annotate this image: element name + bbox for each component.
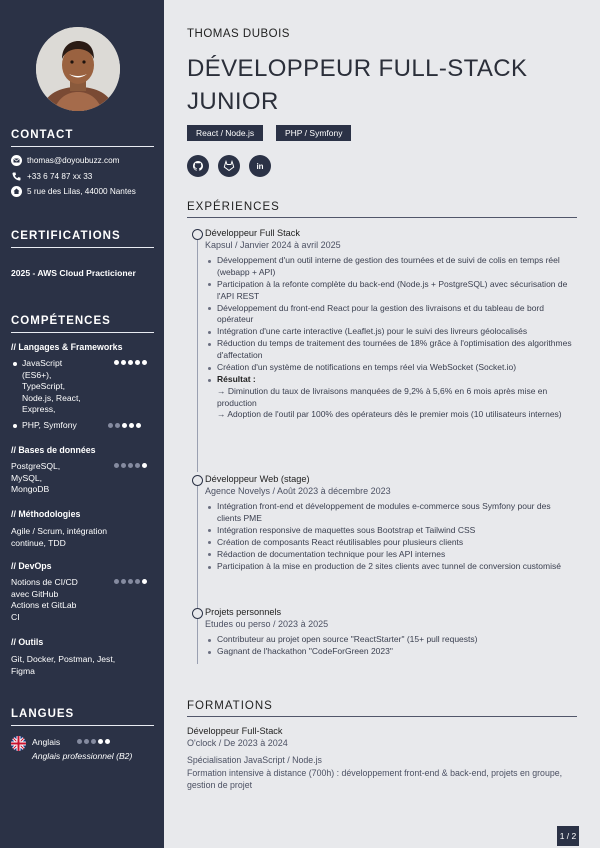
bullet (13, 424, 17, 428)
divider (187, 217, 577, 218)
divider (11, 146, 154, 147)
uk-flag-icon (11, 736, 26, 751)
list-item: Intégration front-end et développement de modules e-commerce sous Symfony pour des clients PME (205, 501, 575, 524)
job-subtitle: Etudes ou perso / 2023 à 2025 (205, 619, 329, 629)
email-icon (11, 155, 22, 166)
skill-line: Notions de CI/CD (11, 577, 78, 587)
skill-tag: React / Node.js (187, 125, 263, 141)
address-text: 5 rue des Lilas, 44000 Nantes (27, 187, 136, 196)
language-level (77, 739, 110, 744)
language-detail: Anglais professionnel (B2) (32, 751, 133, 761)
contact-title: CONTACT (11, 129, 74, 141)
job-subtitle: Agence Novelys / Août 2023 à décembre 2023 (205, 486, 391, 496)
phone-text: +33 6 74 87 xx 33 (27, 172, 93, 181)
skill-level (114, 360, 147, 365)
job-title: Développeur Full Stack (205, 228, 300, 238)
result-line: → Diminution du taux de livraisons manquées de 9,2% à 5,6% en 6 mois après mise en production (217, 386, 548, 408)
degree-school: O'clock / De 2023 à 2024 (187, 738, 288, 748)
contact-phone[interactable] (11, 171, 92, 182)
degree-description: Formation intensive à distance (700h) : développement front-end & back-end, projets en groupe, gestion de projet (187, 768, 563, 790)
skill-group-title: // Langages & Frameworks (11, 342, 123, 352)
skill-level (114, 463, 147, 468)
job-title: Projets personnels (205, 607, 282, 617)
timeline-marker (192, 475, 203, 486)
degree-title: Développeur Full-Stack (187, 726, 283, 736)
skill-group-title: // Outils (11, 637, 44, 647)
list-item: Contributeur au projet open source "ReactStarter" (15+ pull requests) (205, 634, 575, 646)
skill-line: MongoDB (11, 484, 50, 494)
list-item: Développement d'un outil interne de gestion des tournées et de suivi de colis en temps réel (webapp + API) (205, 255, 575, 278)
list-item: Gagnant de l'hackathon "CodeForGreen 2023" (205, 646, 575, 658)
linkedin-icon[interactable]: in (249, 155, 271, 177)
bullet (13, 362, 17, 366)
phone-icon (11, 171, 22, 182)
languages-title: LANGUES (11, 708, 75, 720)
skill-line: Figma (11, 665, 35, 676)
skill-line: Agile / Scrum, intégration (11, 526, 108, 536)
job-title-line: JUNIOR (187, 88, 279, 115)
list-item: Participation à la refonte complète du back-end (Node.js + PostgreSQL) avec sécurisation de l'API REST (205, 279, 575, 302)
skill-tag: PHP / Symfony (276, 125, 351, 141)
list-item (205, 374, 575, 421)
timeline-marker (192, 229, 203, 240)
education-title: FORMATIONS (187, 700, 273, 712)
skill-line: continue, TDD (11, 537, 66, 548)
list-item: Rédaction de documentation technique pour les API internes (205, 549, 575, 561)
divider (11, 725, 154, 726)
list-item: Réduction du temps de traitement des tournées de 18% grâce à l'optimisation des algorithmes d'affectation (205, 338, 575, 361)
divider (11, 332, 154, 333)
timeline-line (197, 240, 198, 472)
job-title: Développeur Web (stage) (205, 474, 310, 484)
language-name: Anglais (32, 737, 61, 747)
home-icon (11, 186, 22, 197)
certifications-title: CERTIFICATIONS (11, 230, 121, 242)
certification-item: 2025 - AWS Cloud Practicioner (11, 268, 136, 278)
divider (187, 716, 577, 717)
avatar (36, 27, 120, 111)
list-item: Intégration d'une carte interactive (Leaflet.js) pour le suivi des livreurs géolocalisés (205, 326, 575, 338)
list-item: Intégration responsive de maquettes sous Bootstrap et Tailwind CSS (205, 525, 575, 537)
gitlab-icon[interactable] (218, 155, 240, 177)
contact-email[interactable] (11, 155, 120, 166)
skill-group-title: // DevOps (11, 561, 52, 571)
candidate-name: THOMAS DUBOIS (187, 28, 290, 40)
page-number: 1 / 2 (557, 826, 579, 846)
skill-line: Git, Docker, Postman, Jest, (11, 654, 116, 664)
job-title-line: DÉVELOPPEUR FULL-STACK (187, 55, 528, 82)
job-title (187, 52, 527, 118)
degree-specialization: Spécialisation JavaScript / Node.js (187, 755, 322, 765)
list-item: Création de composants React réutilisables pour plusieurs clients (205, 537, 575, 549)
skill-level (114, 579, 147, 584)
list-item: Participation à la mise en production de 2 sites clients avec tunnel de conversion customisé (205, 561, 575, 573)
result-label: Résultat : (217, 374, 256, 385)
skill-line: PHP, Symfony (22, 420, 77, 430)
skill-line: MySQL, (11, 472, 43, 483)
skill-line: Express, (22, 404, 56, 414)
sidebar (0, 0, 164, 848)
skill-line: Actions et GitLab (11, 600, 77, 610)
timeline-line (197, 619, 198, 664)
skill-group-title: // Bases de données (11, 445, 96, 455)
skill-line: Node.js, React, (22, 392, 81, 403)
job-bullets (205, 634, 575, 658)
divider (11, 247, 154, 248)
job-bullets (205, 501, 575, 573)
skill-level (108, 423, 141, 428)
skill-line: avec GitHub (11, 588, 59, 599)
github-icon[interactable] (187, 155, 209, 177)
contact-address (11, 186, 136, 197)
job-bullets (205, 255, 575, 422)
email-text: thomas@doyoubuzz.com (27, 156, 120, 165)
skill-line: PostgreSQL, (11, 461, 61, 471)
skill-line: CI (11, 611, 20, 622)
job-subtitle: Kapsul / Janvier 2024 à avril 2025 (205, 240, 341, 250)
list-item: Création d'un système de notifications en temps réel via WebSocket (Socket.io) (205, 362, 575, 374)
skills-title: COMPÉTENCES (11, 315, 111, 327)
skill-line: (ES6+), (22, 369, 52, 380)
list-item: Développement du front-end React pour la gestion des livraisons et du tableau de bord opérateur (205, 303, 575, 326)
skill-line: JavaScript (22, 358, 63, 368)
experiences-title: EXPÉRIENCES (187, 201, 280, 213)
timeline-marker (192, 608, 203, 619)
skill-line: TypeScript, (22, 381, 65, 391)
skill-group-title: // Méthodologies (11, 509, 81, 519)
result-line: → Adoption de l'outil par 100% des opérateurs dès le premier mois (10 utilisateurs internes) (217, 409, 562, 420)
timeline-line (197, 486, 198, 608)
